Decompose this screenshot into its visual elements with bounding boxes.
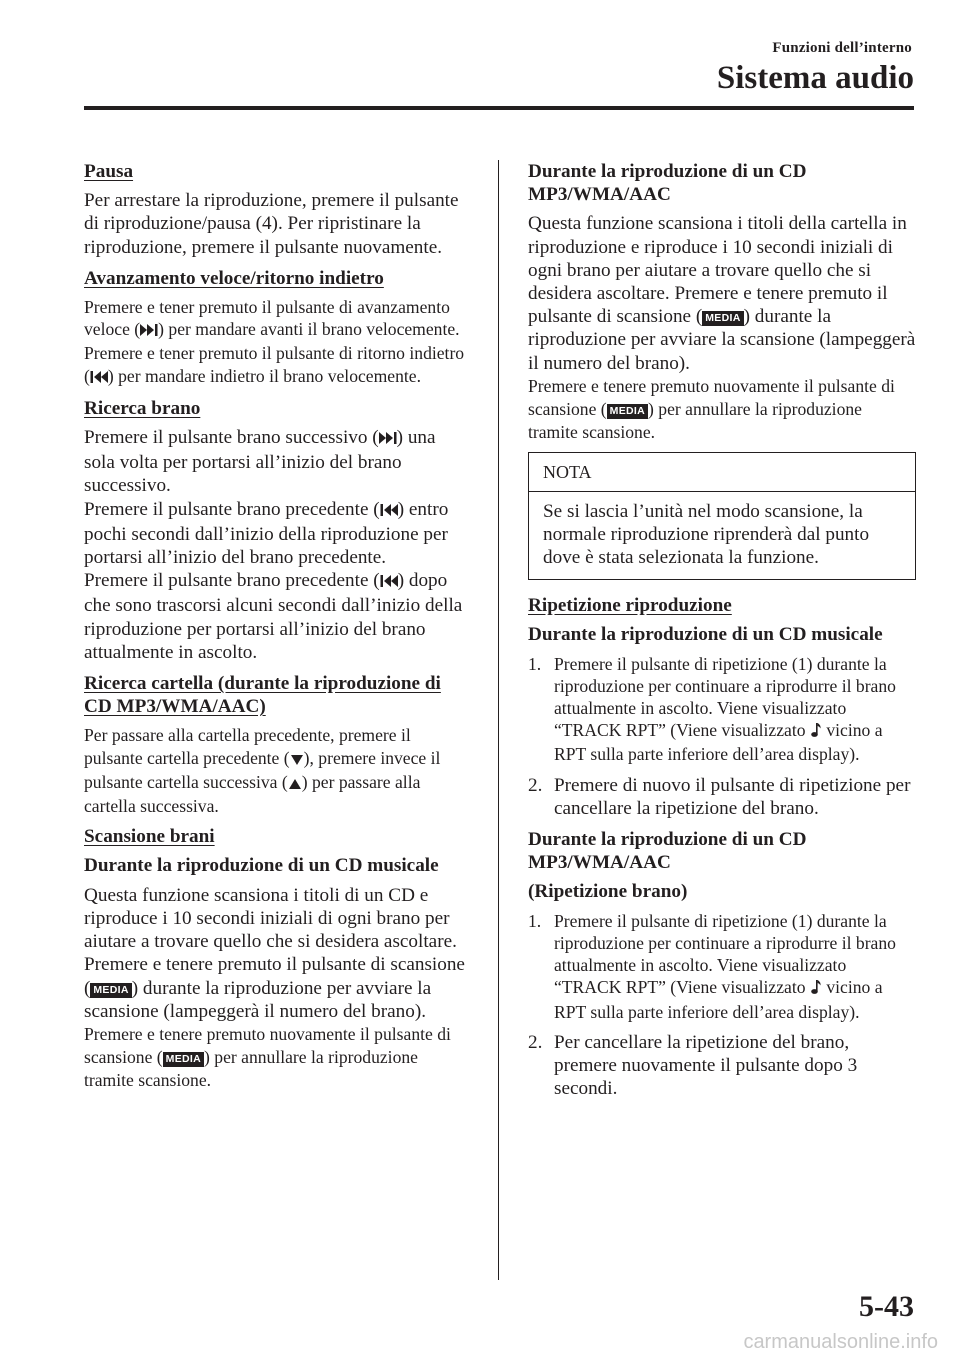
fast-forward-icon (379, 428, 397, 451)
media-icon: MEDIA (702, 311, 743, 326)
nota-box (528, 452, 916, 580)
mp3-text: Questa funzione scansiona i titoli della cartella in riproduzione e riproduce i 10 secondi iniziali di ogni brano per aiutare a trovare quello che si desidera ascoltare. Premere e tenere premuto il pulsante di scansione ( MEDIA ) durante la riproduzione per avviare la scansione (lampeggerà il numero del brano). Premere e tenere premuto nuovamente il pulsante di scansione ( MEDIA ) per annullare la riproduzione tramite scansione. (528, 213, 916, 443)
avanzamento-text: Premere e tener premuto il pulsante di avanzamento veloce ( ) per mandare avanti il brano velocemente. Premere e tener premuto il pulsante di ritorno indietro ( ) per mandare indietro il brano velocemente. (84, 296, 468, 389)
triangle-down-icon (290, 749, 304, 771)
heading-scansione: Scansione brani (84, 826, 215, 848)
mp3-subheading: Durante la riproduzione di un CD MP3/WMA/AAC (528, 161, 807, 206)
right-column (528, 160, 916, 1108)
column-divider (498, 160, 499, 1280)
music-note-icon (810, 721, 822, 743)
scansione-text: Questa funzione scansiona i titoli di un CD e riproduce i 10 secondi iniziali di ogni brano per aiutare a trovare quello che si desidera ascoltare. Premere e tenere premuto il pulsante di scansione ( MEDIA ) durante la riproduzione per avviare la scansione (lampeggerà il numero del brano). Premere e tenere premuto nuovamente il pulsante di scansione ( MEDIA ) per annullare la riproduzione tramite scansione. (84, 884, 465, 1091)
pausa-text: Per arrestare la riproduzione, premere il pulsante di riproduzione/pausa (4). Per ripristinare la riproduzione, premere il pulsante nuovamente. (84, 190, 459, 258)
rewind-icon (90, 367, 108, 389)
list-item: 2. Per cancellare la ripetizione del brano, premere nuovamente il pulsante dopo 3 secondi. (528, 1031, 858, 1100)
heading-ripetizione: Ripetizione riproduzione (528, 595, 732, 617)
header-rule (84, 106, 914, 110)
nota-body: Se si lascia l’unità nel modo scansione, la normale riproduzione riprenderà dal punto dove è stata selezionata la funzione. (543, 500, 870, 569)
ricerca-cartella-text: Per passare alla cartella precedente, premere il pulsante cartella precedente ( ), premere invece il pulsante cartella successiva ( ) per passare alla cartella successiva. (84, 725, 441, 817)
media-icon: MEDIA (163, 1052, 204, 1067)
music-note-icon (810, 978, 822, 1000)
heading-pausa: Pausa (84, 161, 134, 182)
rewind-icon (380, 571, 398, 594)
watermark: carmanualsonline.info (743, 1331, 938, 1353)
fast-forward-icon (140, 320, 158, 342)
ripetizione-list-cd (528, 653, 916, 820)
ricerca-brano-text: Premere il pulsante brano successivo ( ) una sola volta per portarsi all’inizio del brano successivo. Premere il pulsante brano precedente ( ) entro pochi secondi dall’inizio della riproduzione per portarsi all’inizio del brano precedente. Premere il pulsante brano precedente ( ) dopo che sono trascorsi alcuni secondi dall’inizio della riproduzione per portarsi all’inizio del brano attualmente in ascolto. (84, 427, 463, 663)
ripetizione-subheading-cd: Durante la riproduzione di un CD musicale (528, 624, 883, 646)
ripetizione-list-mp3 (528, 910, 916, 1101)
scansione-subheading: Durante la riproduzione di un CD musicale (84, 855, 439, 877)
page-title: Sistema audio (716, 60, 914, 96)
left-column (84, 160, 468, 1101)
list-item: 1. Premere il pulsante di ripetizione (1) durante la riproduzione per continuare a riprodurre il brano attualmente in ascolto. Viene visualizzato “TRACK RPT” (Viene visualizzato vicino a RPT sulla parte inferiore dell’area display). (528, 910, 896, 1022)
ripetizione-subheading-mp3: Durante la riproduzione di un CD MP3/WMA/AAC (528, 829, 807, 874)
media-icon: MEDIA (90, 983, 131, 998)
ripetizione-brano-label: (Ripetizione brano) (528, 881, 688, 903)
list-item: 1. Premere il pulsante di ripetizione (1) durante la riproduzione per continuare a riprodurre il brano attualmente in ascolto. Viene visualizzato “TRACK RPT” (Viene visualizzato vicino a RPT sulla parte inferiore dell’area display). (528, 653, 896, 765)
heading-ricerca-cartella: Ricerca cartella (durante la riproduzione di CD MP3/WMA/AAC) (84, 673, 441, 718)
page-number: 5-43 (859, 1290, 914, 1323)
rewind-icon (380, 500, 398, 523)
list-item: 2. Premere di nuovo il pulsante di ripetizione per cancellare la ripetizione del brano. (528, 774, 911, 819)
media-icon: MEDIA (607, 404, 648, 419)
nota-title: NOTA (529, 453, 915, 491)
section-label: Funzioni dell’interno (772, 40, 912, 56)
triangle-up-icon (288, 773, 302, 795)
heading-avanzamento: Avanzamento veloce/ritorno indietro (84, 267, 384, 289)
heading-ricerca-brano: Ricerca brano (84, 397, 201, 419)
